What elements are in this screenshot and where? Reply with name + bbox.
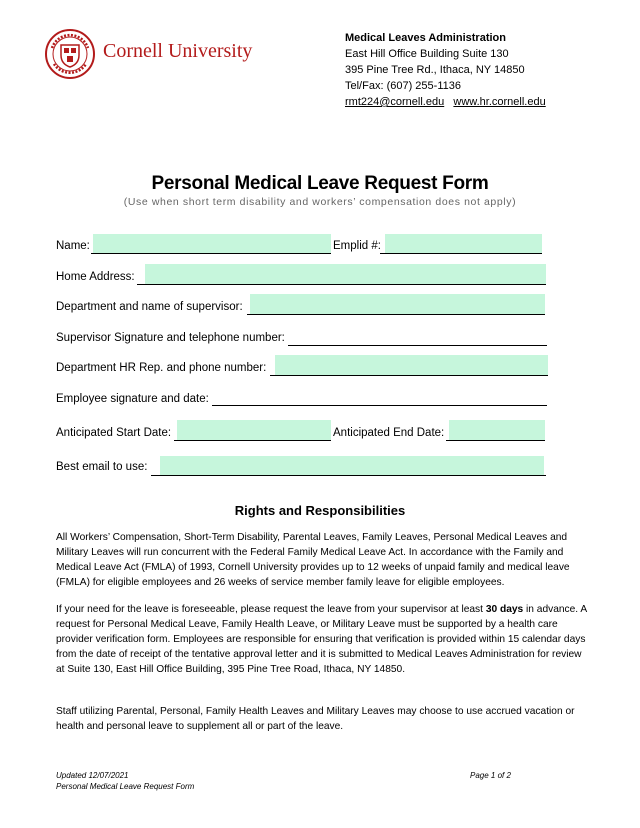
cornell-seal-icon	[44, 28, 96, 80]
start-date-underline	[174, 440, 331, 441]
hr-rep-underline	[270, 375, 548, 376]
end-date-underline	[446, 440, 545, 441]
page-number: Page 1 of 2	[470, 771, 511, 780]
email-underline	[151, 475, 546, 476]
rights-paragraph-1: All Workers’ Compensation, Short-Term Disability, Parental Leaves, Family Leaves, Personal Medical Leaves and Military Leaves will run concurrent with the Federal Family Medical Leave Act. In accordance with the Family and Medical Leave Act (FMLA) of 1993, Cornell University provides up to 12 weeks of unpaid family and medical leave (FMLA) for eligible employees and 26 weeks of service member family leave for eligible employees.	[56, 532, 570, 588]
name-underline	[91, 253, 331, 254]
employee-signature-line[interactable]	[212, 405, 547, 406]
department-field[interactable]	[250, 294, 545, 314]
hr-rep-field[interactable]	[275, 355, 548, 375]
supervisor-signature-label: Supervisor Signature and telephone number:	[56, 332, 285, 344]
form-subtitle: (Use when short term disability and workers’ compensation does not apply)	[123, 196, 517, 208]
rights-p2-text-a: If your need for the leave is foreseeable, please request the leave from your supervisor at least	[56, 604, 486, 615]
rights-p2-text-b: in advance. A request for Personal Medical Leave, Family Health Leave, or Military Leave must be supported by a health care provider verification form. Employees are responsible for ensuring that verification is provided within 15 calendar days from the date of receipt of the tentative approval letter and it is submitted to Medical Leaves Administration for review at Suite 130, East Hill Office Building, 395 Pine Tree Road, Ithaca, NY 14850.	[56, 604, 587, 675]
rights-paragraph-3: Staff utilizing Parental, Personal, Family Health Leaves and Military Leaves may choose to use accrued vacation or health and personal leave to supplement all or part of the leave.	[56, 706, 575, 732]
home-address-underline	[137, 284, 546, 285]
department-label: Department and name of supervisor:	[56, 301, 243, 313]
department-underline	[247, 314, 545, 315]
home-address-field[interactable]	[145, 264, 546, 284]
supervisor-signature-line[interactable]	[288, 345, 547, 346]
end-date-label: Anticipated End Date:	[333, 427, 445, 439]
updated-date: Updated 12/07/2021	[56, 771, 129, 780]
start-date-field[interactable]	[177, 420, 331, 440]
email-label: Best email to use:	[56, 461, 148, 473]
emplid-underline	[380, 253, 542, 254]
address-line-1: East Hill Office Building Suite 130	[345, 48, 509, 60]
home-address-label: Home Address:	[56, 271, 135, 283]
phone-line: Tel/Fax: (607) 255-1136	[345, 80, 461, 92]
hr-rep-label: Department HR Rep. and phone number:	[56, 362, 267, 374]
university-name: Cornell University	[103, 40, 253, 62]
contact-links	[345, 94, 546, 110]
footer-form-name: Personal Medical Leave Request Form	[56, 782, 195, 791]
address-block	[345, 30, 546, 110]
org-name: Medical Leaves Administration	[345, 32, 506, 44]
name-label: Name:	[56, 240, 90, 252]
rights-paragraph-2	[56, 602, 590, 677]
footer-left	[56, 770, 194, 792]
emplid-field[interactable]	[385, 234, 542, 254]
rights-heading: Rights and Responsibilities	[234, 503, 406, 518]
email-field[interactable]	[160, 456, 544, 476]
website-link[interactable]: www.hr.cornell.edu	[453, 96, 546, 108]
end-date-field[interactable]	[449, 420, 545, 440]
emplid-label: Emplid #:	[333, 240, 381, 252]
email-link[interactable]: rmt224@cornell.edu	[345, 96, 445, 108]
rights-p2-bold: 30 days	[485, 604, 524, 615]
start-date-label: Anticipated Start Date:	[56, 427, 172, 439]
name-field[interactable]	[93, 234, 331, 254]
address-line-2: 395 Pine Tree Rd., Ithaca, NY 14850	[345, 64, 525, 76]
form-title: Personal Medical Leave Request Form	[151, 173, 489, 194]
employee-signature-label: Employee signature and date:	[56, 393, 209, 405]
